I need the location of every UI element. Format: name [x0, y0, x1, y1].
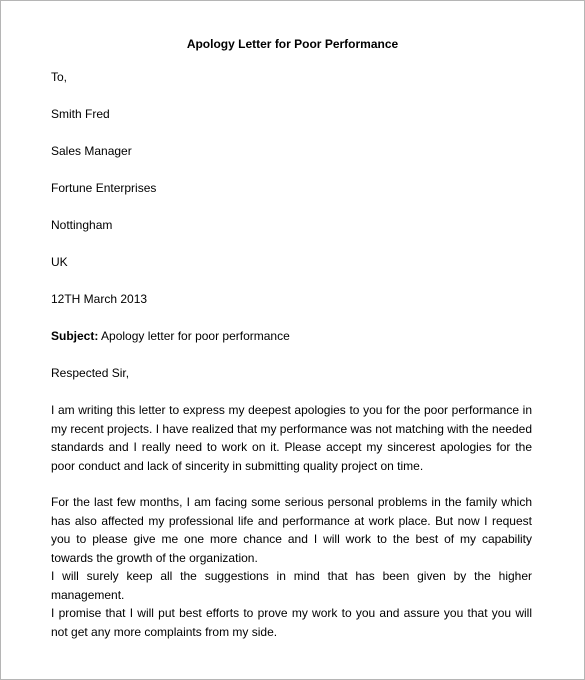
subject-text: Apology letter for poor performance — [98, 329, 290, 343]
greeting-line: Respected Sir, — [51, 366, 130, 380]
body-paragraph-4: I promise that I will put best efforts to prove my work to you and assure you that you will not get any more complaints from my side. — [51, 606, 532, 639]
recipient-name: Smith Fred — [51, 107, 110, 121]
subject-line — [51, 328, 290, 344]
body-paragraph-1: I am writing this letter to express my deepest apologies to you for the poor performance in my recent projects. I have realized that my performance was not matching with the needed standards and I really need to work on it. Please accept my sincerest apologies for the poor conduct and lack of sincerity in submitting quality project on time. — [51, 403, 532, 473]
company-name: Fortune Enterprises — [51, 181, 157, 195]
country-line: UK — [51, 255, 68, 269]
city-line: Nottingham — [51, 218, 113, 232]
to-line: To, — [51, 70, 68, 84]
date-line: 12TH March 2013 — [51, 292, 148, 306]
recipient-title: Sales Manager — [51, 144, 132, 158]
subject-label: Subject: — [51, 329, 99, 343]
body-paragraph-3: I will surely keep all the suggestions in mind that has been given by the higher management. — [51, 569, 532, 602]
letter-title: Apology Letter for Poor Performance — [186, 37, 399, 51]
body-paragraph-2: For the last few months, I am facing some serious personal problems in the family which has also affected my professional life and performance at work place. But now I request you to please give me one more chance and I will work to the best of my capability towards the growth of the organization. — [51, 495, 532, 565]
